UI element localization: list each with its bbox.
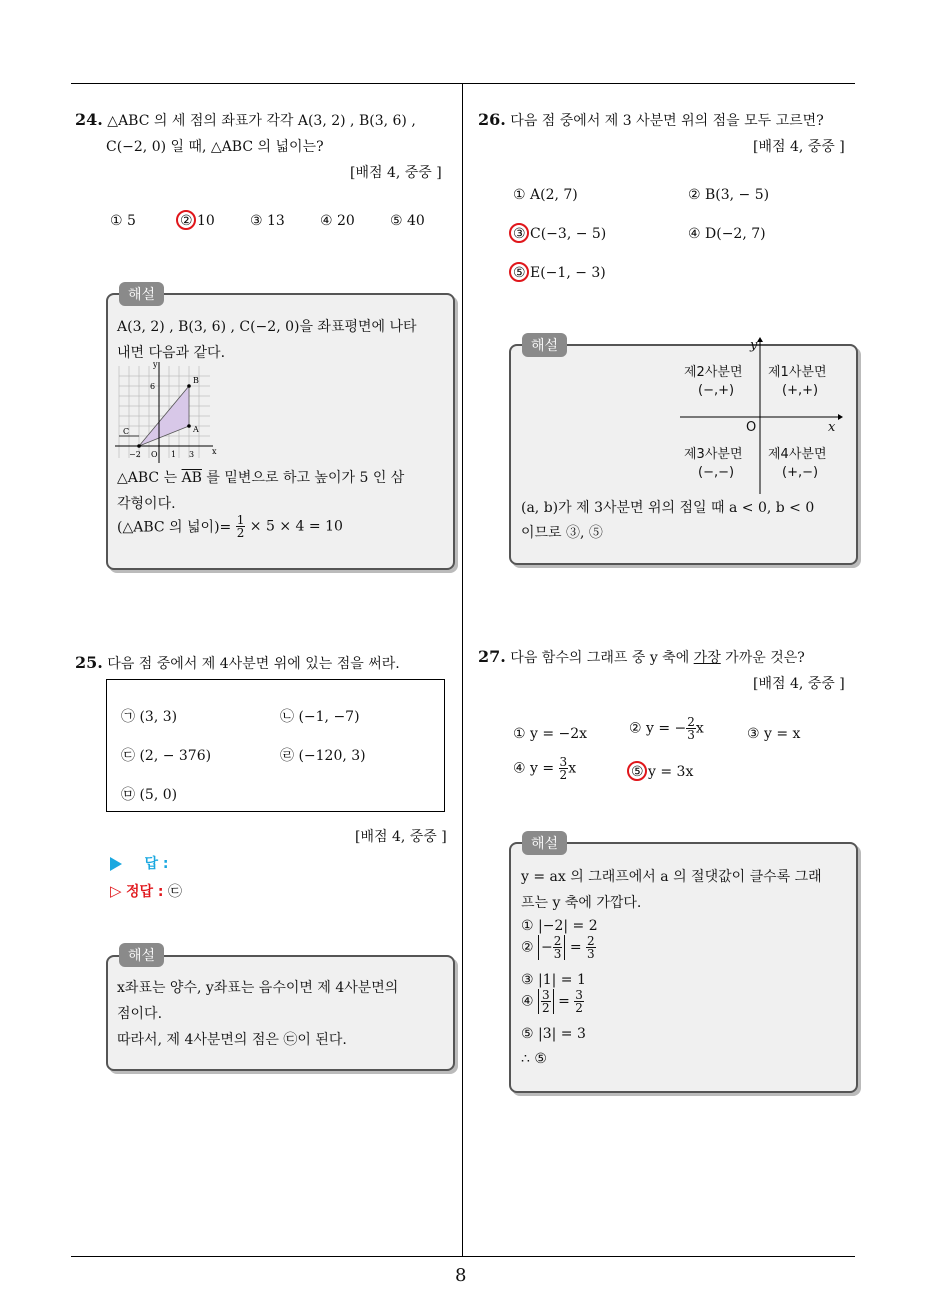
q27-r4-den: 2 — [542, 1001, 550, 1015]
q27-r4-rden: 2 — [575, 1001, 583, 1015]
q26-quadrant-diagram — [678, 336, 844, 496]
q27-c2-fraction — [686, 716, 696, 741]
q24-graph-x-label: x — [212, 447, 217, 456]
q24-graph-origin: O — [151, 450, 158, 459]
q24-graph-label-a: A — [193, 425, 199, 434]
outline-arrow-icon: ▷ — [110, 882, 122, 900]
q26-choice-2[interactable]: ② B(3, − 5) — [688, 187, 770, 203]
q24-sol-line5 — [117, 514, 343, 539]
q24-graph-label-b: B — [193, 376, 199, 385]
q27-r2-fraction — [553, 935, 563, 960]
q27-r4-rnum: 3 — [575, 988, 583, 1002]
q27-choice-4[interactable] — [513, 756, 576, 781]
q27-text-a: 다음 함수의 그래프 중 y 축에 — [510, 650, 694, 666]
q26-q1-sign: (+,+) — [782, 383, 819, 398]
q24-sol5-part-b: × 5 × 4 = 10 — [245, 518, 343, 535]
q25-item-4: ㉣ (−120, 3) — [280, 748, 366, 764]
q27-sol-r1: ① |−2| = 2 — [521, 918, 598, 934]
q27-answer-mark — [627, 761, 647, 781]
q26-q2-sign: (−,+) — [698, 383, 735, 398]
q24-sol-line3 — [117, 467, 404, 487]
q25-item-2: ㉡ (−1, −7) — [280, 709, 360, 725]
q26-q4-sign: (+,−) — [782, 465, 819, 480]
q24-choice-3[interactable]: ③ 13 — [250, 213, 285, 229]
q27-c2-num: 2 — [687, 715, 695, 729]
q24-graph-label-c: C — [123, 427, 130, 436]
q26-answer-mark-3 — [509, 223, 529, 243]
q25-line1 — [75, 653, 400, 673]
top-rule — [71, 83, 855, 84]
q24-sol3-part-b: 를 밑변으로 하고 높이가 5 인 삼 — [201, 470, 405, 486]
q24-sol-line2: 내면 다음과 같다. — [117, 345, 226, 361]
q25-answer-row — [110, 853, 168, 873]
q27-r2-rden: 3 — [587, 947, 595, 961]
q27-text-b: 가까운 것은? — [720, 650, 805, 666]
q24-graph-tick-1: 1 — [171, 450, 177, 459]
q24-sol5-num: 1 — [236, 513, 245, 527]
center-divider — [462, 83, 463, 1257]
q27-r2-result — [586, 935, 596, 960]
q26-text: 다음 점 중에서 제 3 사분면 위의 점을 모두 고르면? — [510, 113, 824, 129]
q25-correct-label: 정답 : — [126, 884, 164, 900]
q26-sol-line1: (a, b)가 제 3사분면 위의 점일 때 a < 0, b < 0 — [521, 500, 815, 516]
q25-item-1: ㉠ (3, 3) — [121, 709, 178, 725]
q24-score: [배점 4, 중중 ] — [350, 165, 442, 181]
q25-sol-line1: x좌표는 양수, y좌표는 음수이면 제 4사분면의 — [117, 980, 399, 996]
q25-solution-tag: 해설 — [119, 943, 164, 967]
q27-r2-part-a: ② — [521, 939, 539, 956]
q26-x-axis-label: x — [828, 420, 836, 435]
q26-y-axis-label: y — [750, 338, 758, 353]
q27-c4-den: 2 — [559, 768, 568, 782]
q24-choice-5[interactable]: ⑤ 40 — [390, 213, 425, 229]
q25-correct-row — [110, 881, 182, 901]
page-number: 8 — [455, 1265, 467, 1286]
q25-item-3: ㉢ (2, − 376) — [121, 748, 212, 764]
q26-line1 — [478, 110, 824, 130]
q24-answer-mark — [176, 210, 196, 230]
q27-c2-part-b: x — [695, 720, 704, 737]
q24-choice-4[interactable]: ④ 20 — [320, 213, 355, 229]
q27-r4-abs — [538, 989, 554, 1014]
q24-sol3-part-a: △ABC 는 — [117, 470, 182, 486]
q27-sol-line1: y = ax 의 그래프에서 a 의 절댓값이 클수록 그래 — [521, 869, 822, 885]
q26-sol-line2: 이므로 ③, ⑤ — [521, 525, 603, 541]
q27-choice-2[interactable] — [629, 716, 704, 741]
q26-number: 26. — [478, 110, 506, 129]
q25-correct-value: ㉢ — [167, 884, 182, 900]
q27-sol-r6: ∴ ⑤ — [521, 1051, 547, 1067]
q27-r2-abs: − $\frac{2}{3}$ — [538, 935, 565, 960]
play-arrow-icon — [110, 857, 122, 871]
bottom-rule — [71, 1256, 855, 1257]
q27-r2-num: 2 — [553, 934, 562, 948]
q26-answer-mark-5 — [509, 262, 529, 282]
q24-number: 24. — [75, 110, 103, 129]
q24-graph-tick-3: 3 — [189, 450, 195, 459]
q24-line2: C(−2, 0) 일 때, △ABC 의 넓이는? — [106, 139, 324, 155]
q27-r2-den: 3 — [553, 947, 562, 961]
q27-choice-1[interactable]: ① y = −2x — [513, 726, 588, 742]
q27-c4-part-b: x — [568, 760, 577, 777]
q27-c2-part-a: ② y = − — [629, 720, 687, 737]
q27-line1 — [478, 647, 805, 667]
q25-text: 다음 점 중에서 제 4사분면 위에 있는 점을 써라. — [107, 656, 400, 672]
q24-graph-tick-6: 6 — [150, 382, 156, 391]
q24-graph-y-label: y — [153, 360, 158, 369]
q27-c4-fraction — [559, 756, 569, 781]
q27-r4-fraction — [541, 989, 551, 1014]
q25-sol-line2: 점이다. — [117, 1006, 163, 1022]
q26-q1-label: 제1사분면 — [768, 365, 827, 380]
q27-r4-result — [574, 989, 584, 1014]
q26-origin-label: O — [746, 420, 757, 435]
q24-choice-1[interactable]: ① 5 — [110, 213, 136, 229]
q24-text-1: △ABC 의 세 점의 좌표가 각각 A(3, 2) , B(3, 6) , — [107, 113, 416, 129]
q27-sol-r5: ⑤ |3| = 3 — [521, 1026, 586, 1042]
q27-choice-5[interactable]: ⑤ y = 3x — [631, 764, 694, 780]
q25-score: [배점 4, 중중 ] — [355, 829, 447, 845]
q26-q3-sign: (−,−) — [698, 465, 735, 480]
q24-sol5-den: 2 — [236, 526, 245, 540]
q24-sol-line1: A(3, 2) , B(3, 6) , C(−2, 0)을 좌표평면에 나타 — [117, 319, 417, 335]
q24-sol-line4: 각형이다. — [117, 496, 176, 512]
q24-line1 — [75, 110, 416, 130]
q24-solution-tag: 해설 — [119, 282, 164, 306]
q27-r4-num: 3 — [542, 988, 550, 1002]
q27-number: 27. — [478, 647, 506, 666]
q27-c2-den: 3 — [687, 728, 695, 742]
q26-q2-label: 제2사분면 — [684, 365, 743, 380]
q27-sol-r4: ④ $\frac{3}{2}$ = $\frac{3}{2}$ — [521, 988, 583, 1015]
q24-graph — [115, 358, 220, 466]
q24-sol5-part-a: (△ABC 의 넓이)= — [117, 519, 236, 536]
q26-choice-1[interactable]: ① A(2, 7) — [513, 187, 578, 203]
q24-sol3-segment-ab: $\overline{AB}$ — [181, 470, 202, 486]
q27-c4-num: 3 — [559, 755, 568, 769]
q27-r2-rnum: 2 — [587, 934, 595, 948]
q24-choice-2[interactable]: ② 10 — [180, 213, 215, 229]
q25-number: 25. — [75, 653, 103, 672]
q24-graph-tick-neg2: −2 — [129, 450, 141, 459]
q27-score: [배점 4, 중중 ] — [753, 676, 845, 692]
q26-q4-label: 제4사분면 — [768, 447, 827, 462]
q27-c4-part-a: ④ y = — [513, 760, 559, 777]
q26-q3-label: 제3사분면 — [684, 447, 743, 462]
q27-r4-part-a: ④ — [521, 993, 539, 1010]
q27-text-underlined: 가장 — [693, 650, 721, 666]
q26-solution-tag: 해설 — [522, 333, 567, 357]
q27-sol-line2: 프는 y 축에 가깝다. — [521, 895, 642, 911]
q26-choice-3[interactable]: ③ C(−3, − 5) — [513, 226, 607, 242]
q26-score: [배점 4, 중중 ] — [753, 139, 845, 155]
q26-choice-5[interactable]: ⑤ E(−1, − 3) — [513, 265, 606, 281]
q25-sol-line3: 따라서, 제 4사분면의 점은 ㉢이 된다. — [117, 1032, 347, 1048]
q27-choice-3[interactable]: ③ y = x — [747, 726, 801, 742]
q27-solution-tag: 해설 — [522, 831, 567, 855]
q27-sol-r3: ③ |1| = 1 — [521, 972, 586, 988]
q26-choice-4[interactable]: ④ D(−2, 7) — [688, 226, 766, 242]
q27-sol-r2: ② − $\frac{2}{3}$ = $\frac{2}{3}$ — [521, 934, 595, 961]
q24-sol5-fraction — [236, 514, 246, 539]
q25-answer-label: 답 : — [144, 856, 169, 872]
q25-item-5: ㉤ (5, 0) — [121, 787, 178, 803]
